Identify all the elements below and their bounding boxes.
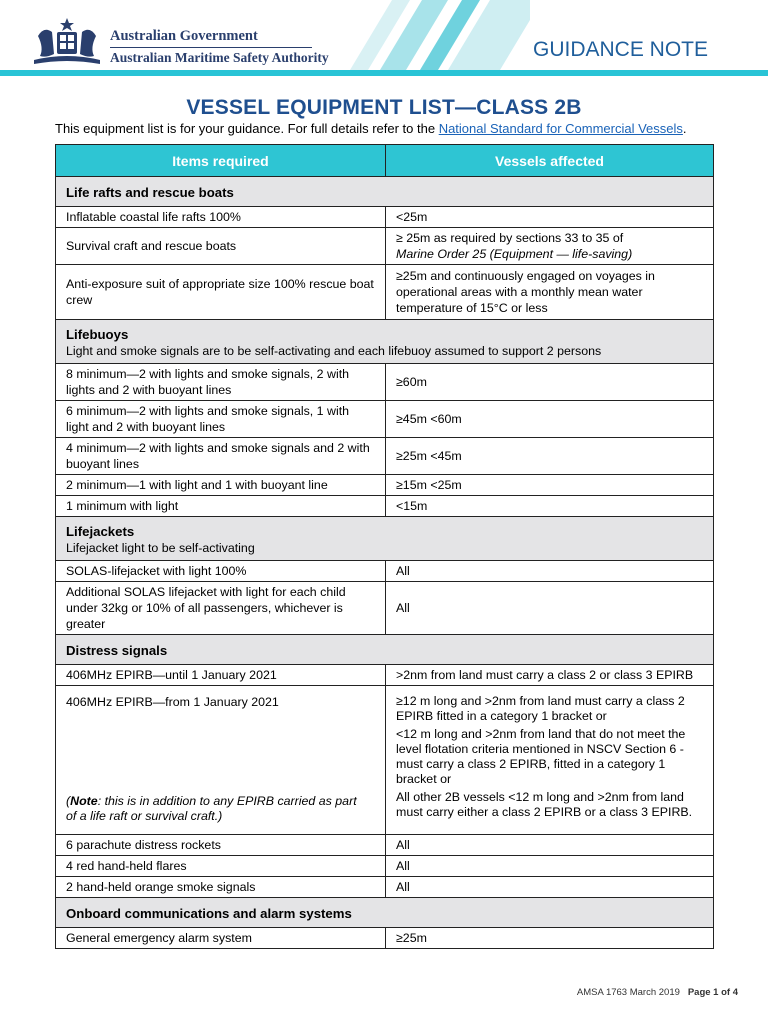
- nscv-link[interactable]: National Standard for Commercial Vessels: [438, 121, 683, 136]
- table-header-row: [56, 145, 714, 177]
- gov-name: Australian Government: [110, 28, 258, 44]
- section-title: Life rafts and rescue boats: [66, 185, 234, 200]
- table-row: [56, 856, 714, 877]
- item-cell: 4 minimum—2 with lights and smoke signals and 2 with buoyant lines: [56, 438, 386, 475]
- table-row: [56, 665, 714, 686]
- affected-cell: ≥15m <25m: [386, 475, 714, 496]
- epirb-requirement: All other 2B vessels <12 m long and >2nm from land must carry either a class 2 EPIRB or a class 3 EPIRB.: [396, 790, 693, 819]
- section-subtitle: Light and smoke signals are to be self-activating and each lifebuoy assumed to support 2 persons: [66, 344, 602, 358]
- table-row: [56, 438, 714, 475]
- item-cell: 2 hand-held orange smoke signals: [56, 877, 386, 898]
- agency-divider: [110, 47, 312, 48]
- affected-cell: All: [386, 856, 714, 877]
- table-row: [56, 582, 714, 635]
- epirb-requirement: <12 m long and >2nm from land that do not meet the level flotation criteria mentioned in NSCV Section 6 - must carry a class 2 EPIRB, fitted in a category 1 bracket or: [396, 727, 686, 786]
- document-type: GUIDANCE NOTE: [532, 38, 708, 61]
- table-row: [56, 475, 714, 496]
- table-row: [56, 401, 714, 438]
- section-heading: [56, 635, 714, 665]
- affected-cell: All: [386, 561, 714, 582]
- affected-cell: All: [386, 835, 714, 856]
- item-cell: 1 minimum with light: [56, 496, 386, 517]
- item-cell: [56, 686, 386, 835]
- affected-cell: All: [386, 877, 714, 898]
- section-heading: [56, 517, 714, 561]
- page-title: VESSEL EQUIPMENT LIST—CLASS 2B: [186, 96, 582, 119]
- document-reference: AMSA 1763 March 2019: [576, 987, 680, 998]
- item-cell: SOLAS-lifejacket with light 100%: [56, 561, 386, 582]
- note-label: Note: [70, 794, 98, 808]
- marine-order-reference: Marine Order 25 (Equipment — life-saving): [396, 247, 633, 261]
- table-row: [56, 877, 714, 898]
- table-row: [56, 364, 714, 401]
- item-cell: 406MHz EPIRB—until 1 January 2021: [56, 665, 386, 686]
- decorative-stripes: [330, 0, 530, 70]
- section-heading: [56, 320, 714, 364]
- table-row: [56, 928, 714, 949]
- item-cell: 2 minimum—1 with light and 1 with buoyant line: [56, 475, 386, 496]
- table-row: [56, 228, 714, 265]
- section-life-rafts: [56, 177, 714, 207]
- intro-end: .: [682, 121, 687, 136]
- authority-name: Australian Maritime Safety Authority: [110, 50, 329, 65]
- item-cell: Inflatable coastal life rafts 100%: [56, 207, 386, 228]
- affected-cell: ≥45m <60m: [386, 401, 714, 438]
- affected-cell: <15m: [386, 496, 714, 517]
- item-cell: Anti-exposure suit of appropriate size 100% rescue boat crew: [56, 265, 386, 320]
- epirb-note: (Note: this is in addition to any EPIRB carried as part of a life raft or survival craft.): [66, 794, 357, 823]
- item-cell: Survival craft and rescue boats: [56, 228, 386, 265]
- affected-cell: ≥25m <45m: [386, 438, 714, 475]
- item-cell: 6 parachute distress rockets: [56, 835, 386, 856]
- header-vessels-affected: Vessels affected: [386, 145, 714, 177]
- header-items-required: Items required: [56, 145, 386, 177]
- section-onboard-communications: [56, 898, 714, 928]
- page-header: [0, 0, 768, 78]
- section-heading: [56, 898, 714, 928]
- table-row: [56, 265, 714, 320]
- table-row: [56, 207, 714, 228]
- section-distress-signals: [56, 635, 714, 665]
- section-subtitle: Lifejacket light to be self-activating: [66, 541, 255, 555]
- table-row: [56, 835, 714, 856]
- note-text: : this is in addition to any EPIRB carried as part of a life raft or survival craft.): [66, 794, 357, 823]
- affected-cell: All: [386, 582, 714, 635]
- item-cell: Additional SOLAS lifejacket with light for each child under 32kg or 10% of all passengers, whichever is greater: [56, 582, 386, 635]
- coat-of-arms-logo: [30, 16, 104, 68]
- epirb-item-text: 406MHz EPIRB—from 1 January 2021: [66, 695, 279, 709]
- affected-text: ≥ 25m as required by sections 33 to 35 of: [396, 231, 624, 245]
- affected-cell: ≥25m: [386, 928, 714, 949]
- affected-cell: ≥60m: [386, 364, 714, 401]
- item-cell: General emergency alarm system: [56, 928, 386, 949]
- item-cell: 8 minimum—2 with lights and smoke signals, 2 with lights and 2 with buoyant lines: [56, 364, 386, 401]
- affected-cell: [386, 686, 714, 835]
- section-title: Lifebuoys: [66, 327, 129, 342]
- page-footer: [577, 987, 738, 998]
- epirb-requirement: ≥12 m long and >2nm from land must carry a class 2 EPIRB fitted in a category 1 bracket or: [396, 694, 685, 723]
- intro-text: [55, 121, 687, 136]
- equipment-table: [55, 144, 714, 949]
- item-cell: 4 red hand-held flares: [56, 856, 386, 877]
- header-rule: [0, 70, 768, 76]
- affected-cell: ≥25m and continuously engaged on voyages in operational areas with a monthly mean water temperature of 15°C or less: [386, 265, 714, 320]
- section-title: Lifejackets: [66, 524, 135, 539]
- affected-cell: [386, 228, 714, 265]
- agency-name: [110, 28, 329, 66]
- affected-cell: <25m: [386, 207, 714, 228]
- table-row: [56, 686, 714, 835]
- section-lifejackets: [56, 517, 714, 561]
- section-title: Onboard communications and alarm systems: [66, 906, 352, 921]
- section-lifebuoys: [56, 320, 714, 364]
- page-number: Page 1 of 4: [687, 987, 738, 998]
- section-title: Distress signals: [66, 643, 168, 658]
- intro-sentence: This equipment list is for your guidance. For full details refer to the: [55, 121, 439, 136]
- item-cell: 6 minimum—2 with lights and smoke signals, 1 with light and 2 with buoyant lines: [56, 401, 386, 438]
- section-heading: [56, 177, 714, 207]
- table-row: [56, 561, 714, 582]
- table-row: [56, 496, 714, 517]
- affected-cell: >2nm from land must carry a class 2 or class 3 EPIRB: [386, 665, 714, 686]
